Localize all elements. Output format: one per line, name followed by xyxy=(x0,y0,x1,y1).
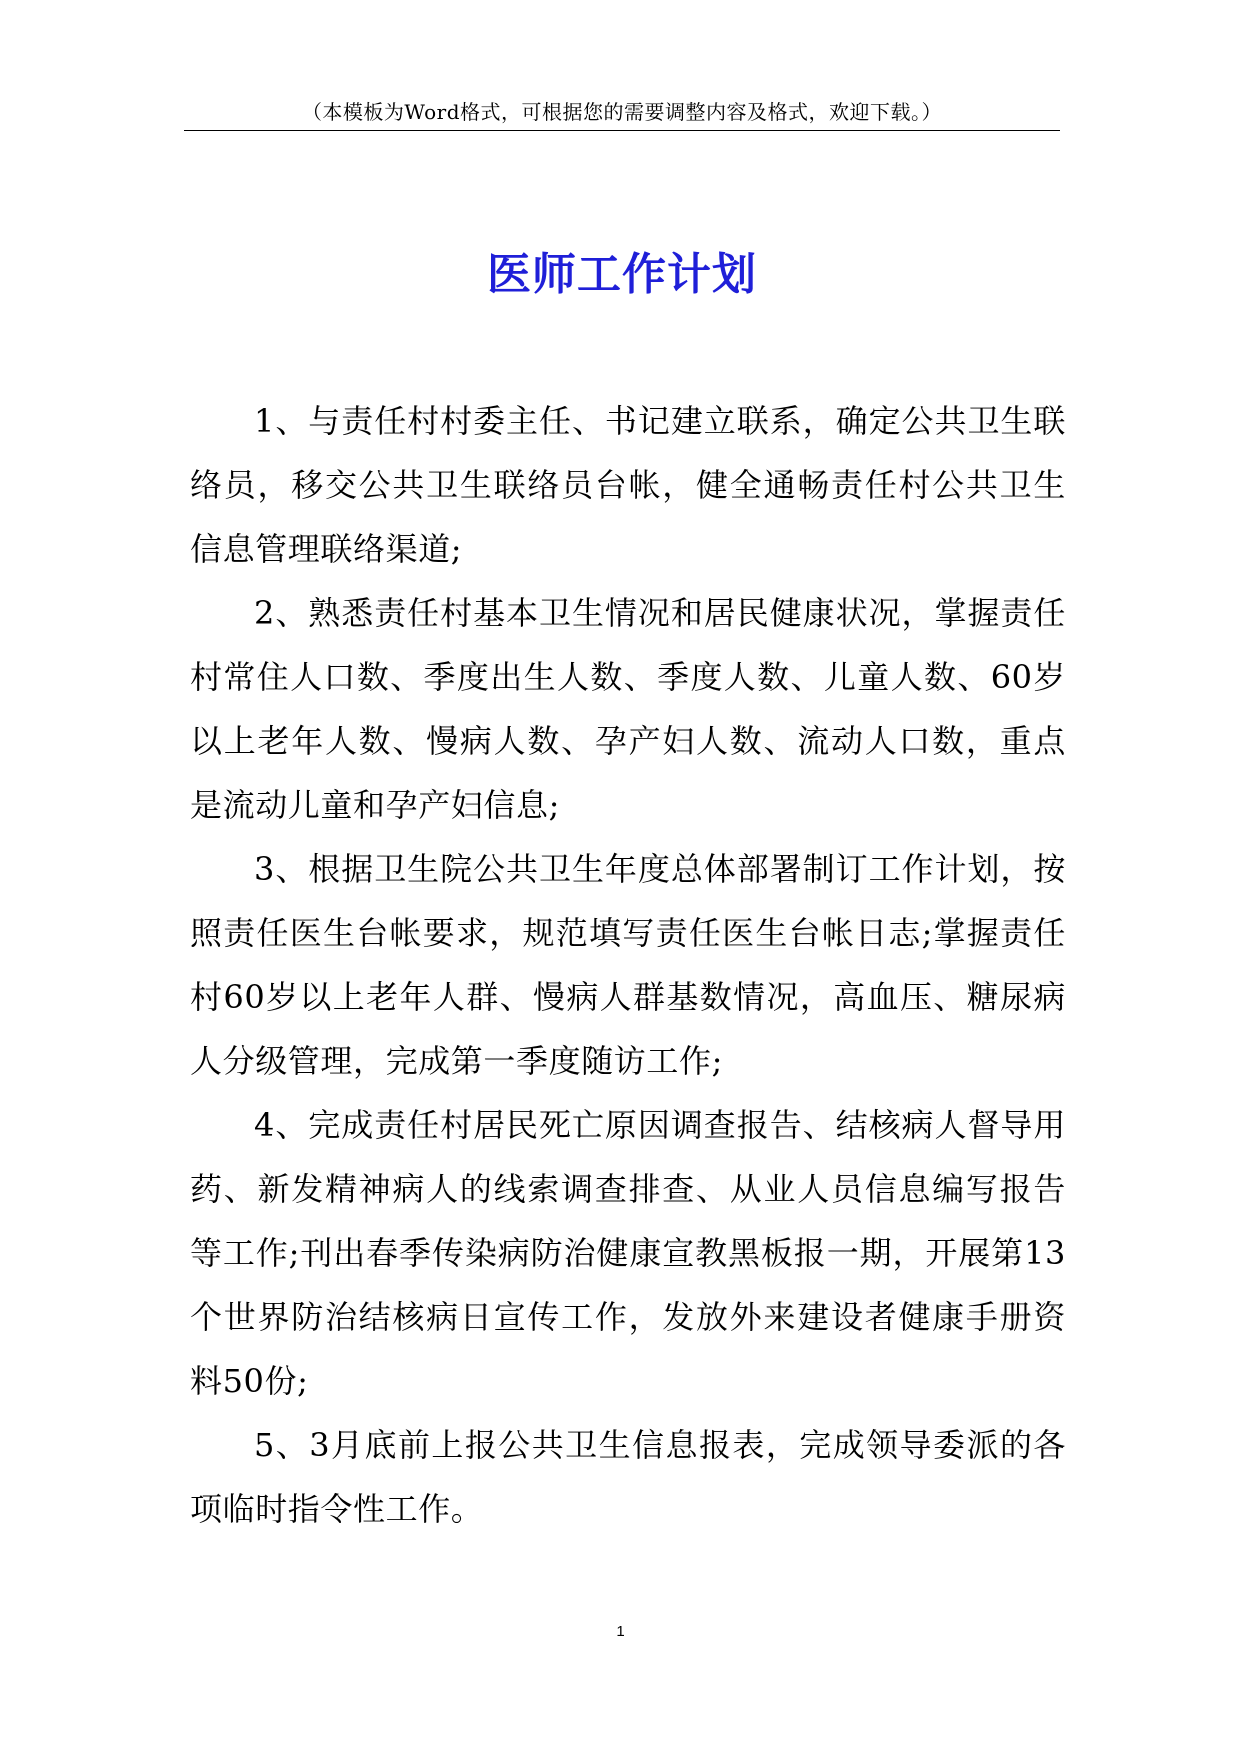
page-number: 1 xyxy=(616,1623,625,1640)
document-body xyxy=(190,389,1066,1541)
paragraph-2: 2、熟悉责任村基本卫生情况和居民健康状况，掌握责任村常住人口数、季度出生人数、季度人数、儿童人数、60岁以上老年人数、慢病人数、孕产妇人数、流动人口数，重点是流动儿童和孕产妇信息; xyxy=(190,594,1066,824)
header-note: （本模板为Word格式，可根据您的需要调整内容及格式，欢迎下载。） xyxy=(301,100,943,124)
paragraph-5: 5、3月底前上报公共卫生信息报表，完成领导委派的各项临时指令性工作。 xyxy=(190,1426,1066,1528)
paragraph-1: 1、与责任村村委主任、书记建立联系，确定公共卫生联络员，移交公共卫生联络员台帐，健全通畅责任村公共卫生信息管理联络渠道; xyxy=(190,402,1066,568)
header-divider xyxy=(184,130,1060,131)
paragraph-3: 3、根据卫生院公共卫生年度总体部署制订工作计划，按照责任医生台帐要求，规范填写责任医生台帐日志;掌握责任村60岁以上老年人群、慢病人群基数情况，高血压、糖尿病人分级管理，完成第一季度随访工作; xyxy=(190,850,1066,1080)
paragraph-4: 4、完成责任村居民死亡原因调查报告、结核病人督导用药、新发精神病人的线索调查排查、从业人员信息编写报告等工作;刊出春季传染病防治健康宣教黑板报一期，开展第13个世界防治结核病日宣传工作，发放外来建设者健康手册资料50份; xyxy=(190,1106,1066,1400)
document-title: 医师工作计划 xyxy=(487,249,757,301)
